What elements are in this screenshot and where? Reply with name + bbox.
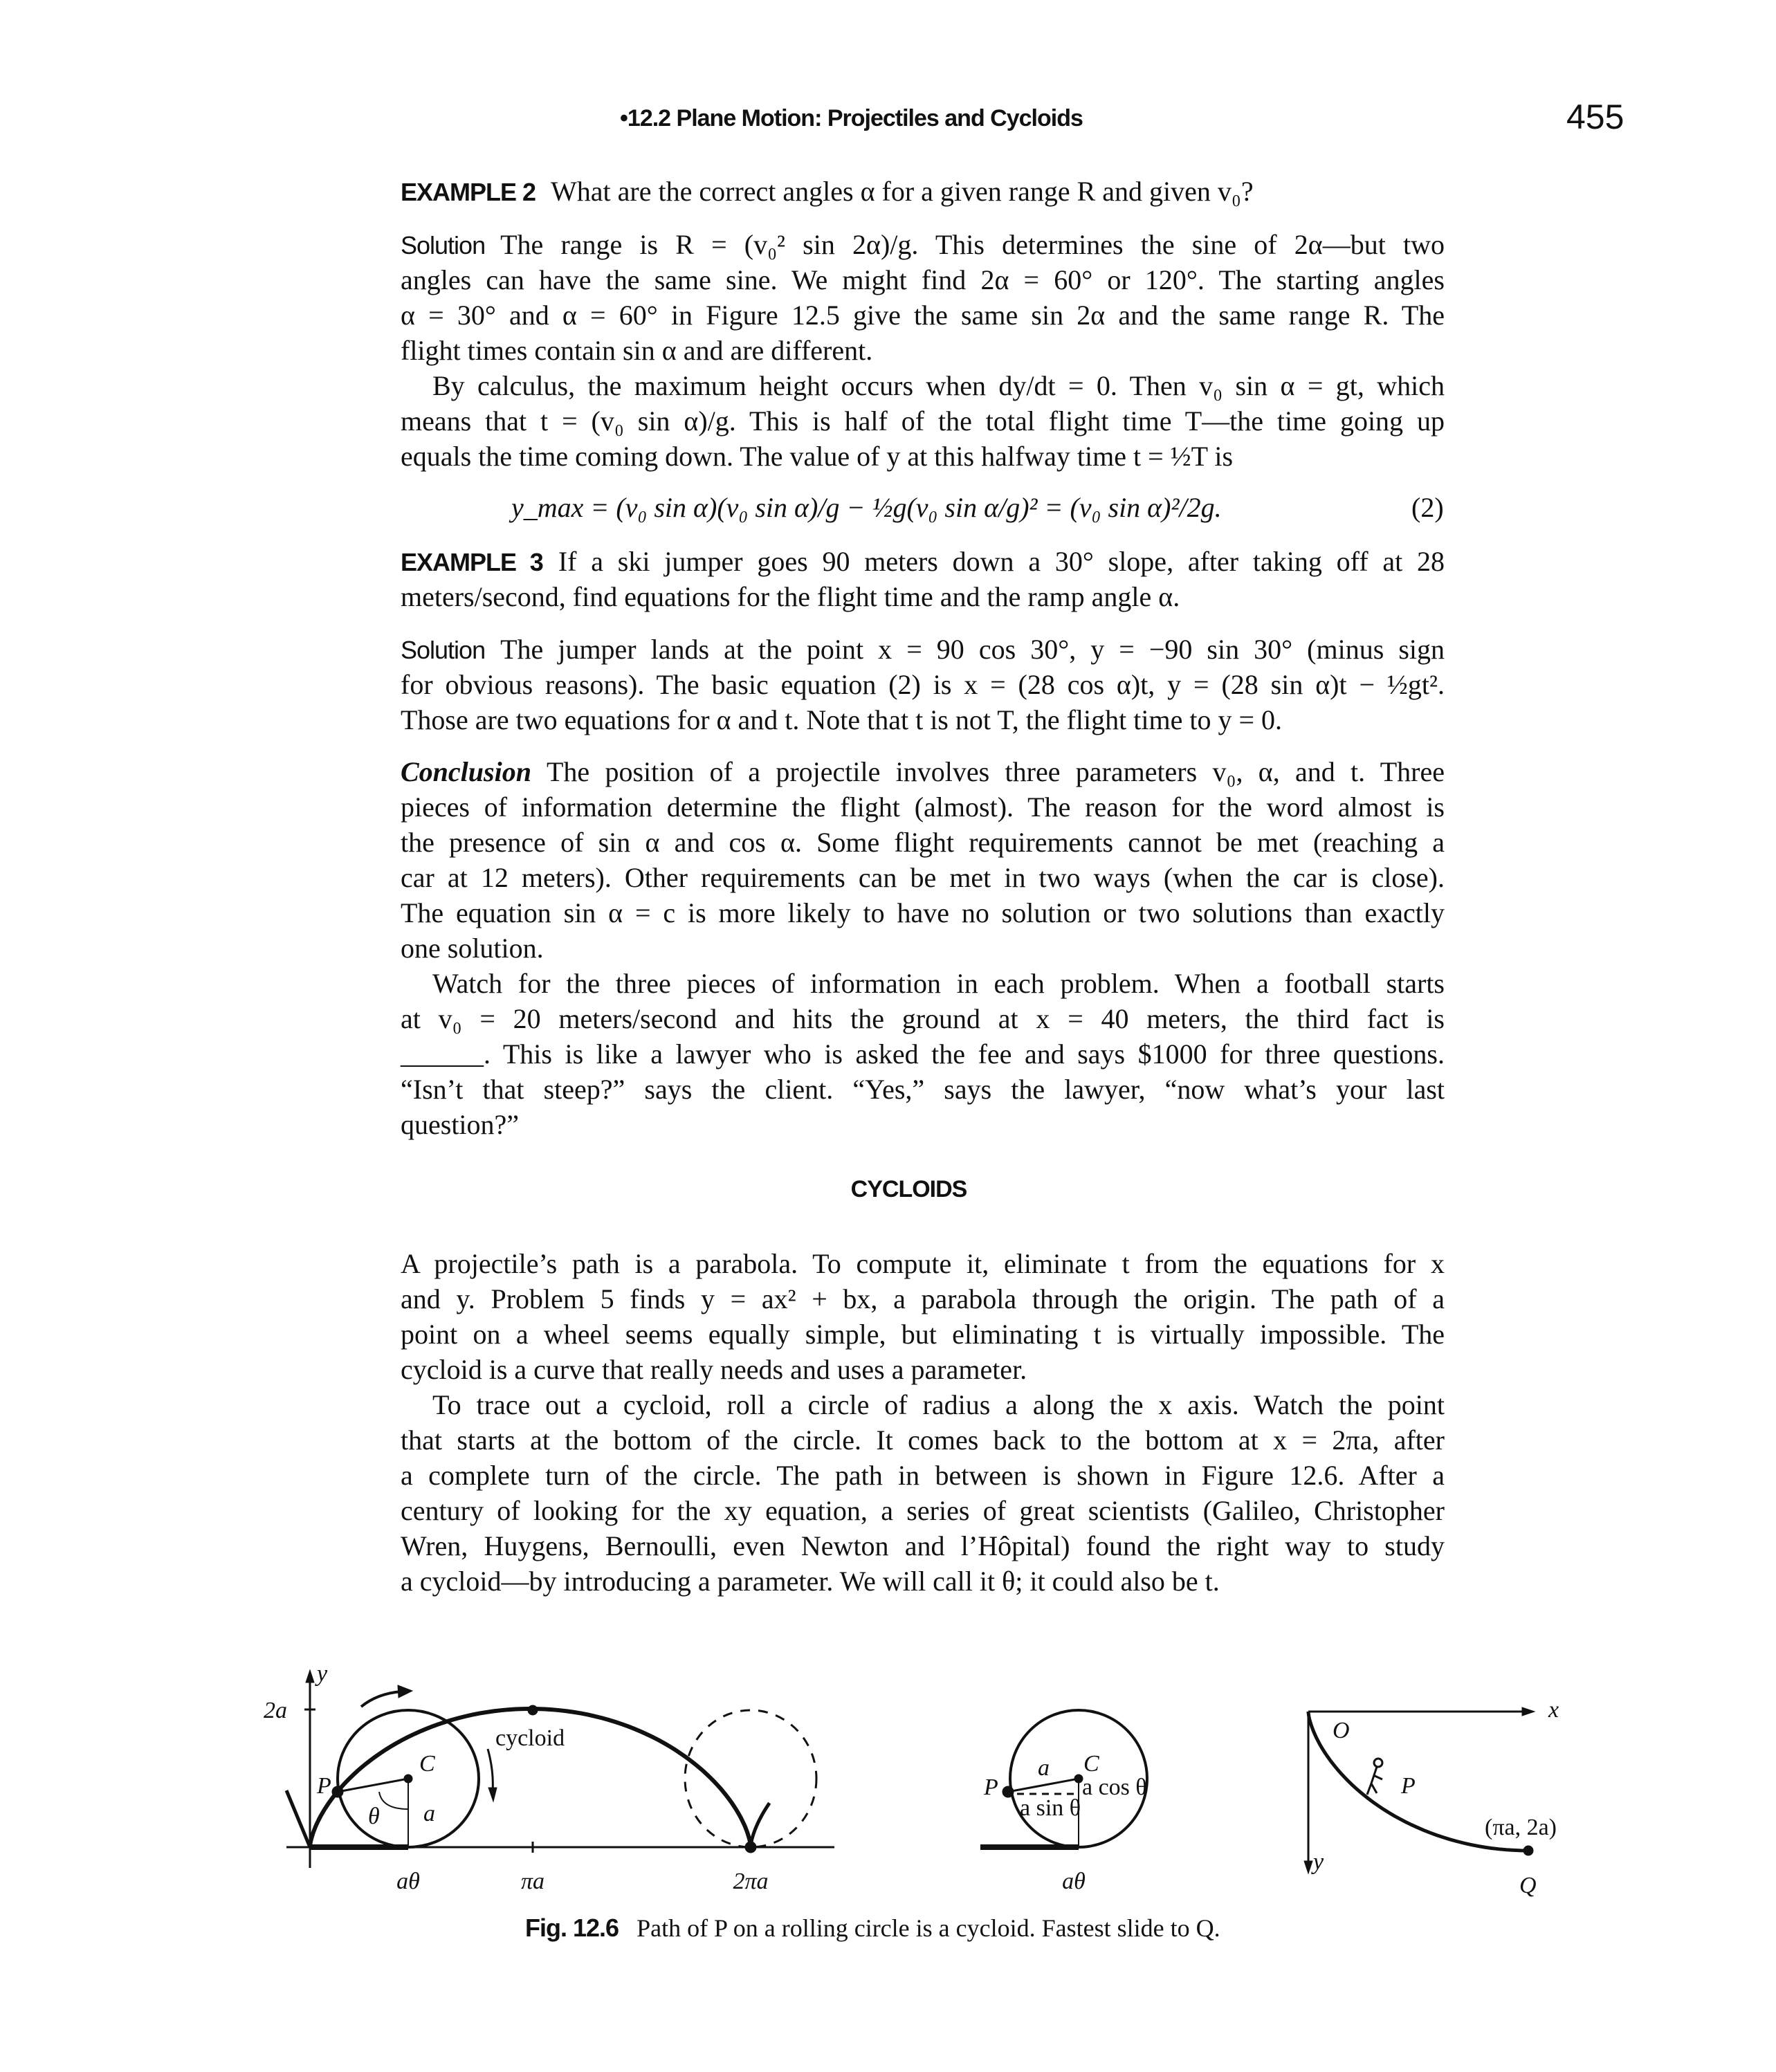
- paragraph-lead: EXAMPLE 3: [401, 548, 543, 576]
- a-sin-theta-label: a sin θ: [1020, 1795, 1081, 1821]
- line-text: The equation sin α = c is more likely to have no solution or two solutions than exactly: [401, 897, 1445, 928]
- right-x-label: x: [1548, 1697, 1559, 1723]
- right-p-label: P: [1401, 1773, 1416, 1799]
- tick-2-pi-a: 2πa: [733, 1869, 769, 1894]
- center-c-label: C: [419, 1751, 435, 1777]
- rotation-arrow-icon: [361, 1691, 401, 1707]
- line-text: one solution.: [401, 933, 544, 964]
- height-label: 2a: [264, 1698, 287, 1723]
- cycloid-left-tail: [286, 1790, 310, 1847]
- equation-number: (2): [1411, 492, 1444, 523]
- paragraph-lead: EXAMPLE 2: [401, 178, 536, 206]
- q-label: Q: [1519, 1873, 1537, 1898]
- line-text: ______. This is like a lawyer who is asked the fee and says $1000 for three questions.: [401, 1038, 1445, 1070]
- paragraph-lead: Conclusion: [401, 756, 531, 787]
- point-p-dot: [332, 1786, 343, 1797]
- line-text: car at 12 meters). Other requirements can be met in two ways (when the car is close).: [401, 862, 1445, 893]
- angle-arc: [379, 1792, 408, 1809]
- right-y-arrow-icon: [1304, 1861, 1312, 1873]
- line-text: If a ski jumper goes 90 meters down a 30° slope, after taking off at 28: [558, 546, 1445, 577]
- peak-dot: [528, 1705, 538, 1715]
- line-text: equals the time coming down. The value of y at this halfway time t = ½T is: [401, 441, 1234, 472]
- cusp-dot: [745, 1842, 756, 1853]
- line-text: a complete turn of the circle. The path in between is shown in Figure 12.6. After a: [401, 1460, 1445, 1491]
- dashed-circle: [685, 1710, 816, 1847]
- a-cos-theta-label: a cos θ: [1082, 1775, 1147, 1800]
- line-text: What are the correct angles α for a given range R and given v₀?: [551, 176, 1254, 207]
- running-head: •12.2 Plane Motion: Projectiles and Cycloids: [620, 105, 1083, 131]
- y-axis-arrow-icon: [306, 1670, 314, 1683]
- detail-radius-label: a: [1038, 1755, 1050, 1781]
- radius-label: a: [423, 1801, 435, 1826]
- angle-label: θ: [368, 1804, 380, 1829]
- line-text: means that t = (v₀ sin α)/g. This is half of the total flight time T—the time going up: [401, 405, 1445, 437]
- right-x-arrow-icon: [1522, 1707, 1535, 1716]
- detail-c-label: C: [1083, 1751, 1099, 1777]
- line-text: Those are two equations for α and t. Note that t is not T, the flight time to y = 0.: [401, 704, 1283, 735]
- end-coords-label: (πa, 2a): [1485, 1815, 1557, 1840]
- line-text: Wren, Huygens, Bernoulli, even Newton and l’Hôpital) found the right way to study: [401, 1530, 1445, 1561]
- detail-tick-a-theta: aθ: [1062, 1869, 1086, 1894]
- line-text: at v₀ = 20 meters/second and hits the ground at x = 40 meters, the third fact is: [401, 1003, 1445, 1034]
- line-text: that starts at the bottom of the circle. It comes back to the bottom at x = 2πa, after: [401, 1424, 1445, 1456]
- tick-pi-a: πa: [520, 1869, 545, 1894]
- line-text: pieces of information determine the flight (almost). The reason for the word almost is: [401, 791, 1445, 823]
- q-dot: [1523, 1846, 1533, 1855]
- line-text: Watch for the three pieces of information in each problem. When a football starts: [432, 968, 1445, 999]
- center-c-dot: [404, 1775, 412, 1783]
- line-text: meters/second, find equations for the flight time and the ramp angle α.: [401, 581, 1180, 612]
- line-text: flight times contain sin α and are different.: [401, 335, 873, 366]
- line-text: cycloid is a curve that really needs and uses a parameter.: [401, 1354, 1027, 1385]
- line-text: for obvious reasons). The basic equation (2) is x = (28 cos α)t, y = (28 sin α)t − ½gt².: [401, 669, 1445, 700]
- line-text: The jumper lands at the point x = 90 cos 30°, y = −90 sin 30° (minus sign: [500, 634, 1445, 665]
- y-axis-label: y: [317, 1661, 328, 1687]
- origin-label: O: [1333, 1718, 1350, 1743]
- caption-label: Fig. 12.6: [525, 1914, 619, 1942]
- page-number: 455: [1566, 98, 1624, 136]
- detail-p-dot: [1003, 1786, 1014, 1797]
- line-text: century of looking for the xy equation, a series of great scientists (Galileo, Christopher: [401, 1495, 1445, 1526]
- caption-text: Path of P on a rolling circle is a cycloid. Fastest slide to Q.: [637, 1914, 1220, 1942]
- line-text: “Isn’t that steep?” says the client. “Yes,” says the lawyer, “now what’s your last: [401, 1074, 1445, 1105]
- equation-ymax: y_max = (v₀ sin α)(v₀ sin α)/g − ½g(v₀ sin α/g)² = (v₀ sin α)²/2g.: [511, 492, 1222, 523]
- line-text: angles can have the same sine. We might find 2α = 60° or 120°. The starting angles: [401, 264, 1445, 295]
- line-text: question?”: [401, 1109, 520, 1140]
- detail-p-label: P: [984, 1775, 998, 1800]
- rotation-arrowhead-icon: [398, 1685, 412, 1698]
- line-text: The range is R = (v₀² sin 2α)/g. This determines the sine of 2α—but two: [500, 229, 1445, 260]
- label-pointer-arrow-icon: [488, 1788, 497, 1801]
- line-text: and y. Problem 5 finds y = ax² + bx, a parabola through the origin. The path of a: [401, 1283, 1445, 1314]
- line-text: α = 30° and α = 60° in Figure 12.5 give the same sin 2α and the same range R. The: [401, 300, 1445, 331]
- cycloid-label: cycloid: [495, 1725, 565, 1751]
- line-text: A projectile’s path is a parabola. To compute it, eliminate t from the equations for x: [401, 1248, 1445, 1279]
- line-text: the presence of sin α and cos α. Some flight requirements cannot be met (reaching a: [401, 827, 1445, 858]
- tick-a-theta: aθ: [396, 1869, 420, 1894]
- right-y-label: y: [1313, 1849, 1324, 1875]
- cycloid-right-branch: [751, 1803, 769, 1847]
- line-text: By calculus, the maximum height occurs when dy/dt = 0. Then v₀ sin α = gt, which: [432, 370, 1445, 401]
- line-text: a cycloid—by introducing a parameter. We will call it θ; it could also be t.: [401, 1566, 1220, 1597]
- section-title: CYCLOIDS: [850, 1176, 967, 1202]
- figure-caption: [525, 1914, 1220, 1943]
- paragraph-lead: Solution: [401, 231, 486, 259]
- cycloid-panel: [286, 1670, 834, 1868]
- point-p-label: P: [317, 1773, 331, 1799]
- line-text: To trace out a cycloid, roll a circle of radius a along the x axis. Watch the point: [432, 1389, 1445, 1420]
- label-pointer: [488, 1749, 493, 1792]
- skier-icon: [1367, 1759, 1382, 1795]
- line-text: The position of a projectile involves three parameters v₀, α, and t. Three: [546, 756, 1445, 787]
- line-text: point on a wheel seems equally simple, but eliminating t is virtually impossible. The: [401, 1319, 1445, 1350]
- paragraph-lead: Solution: [401, 636, 486, 664]
